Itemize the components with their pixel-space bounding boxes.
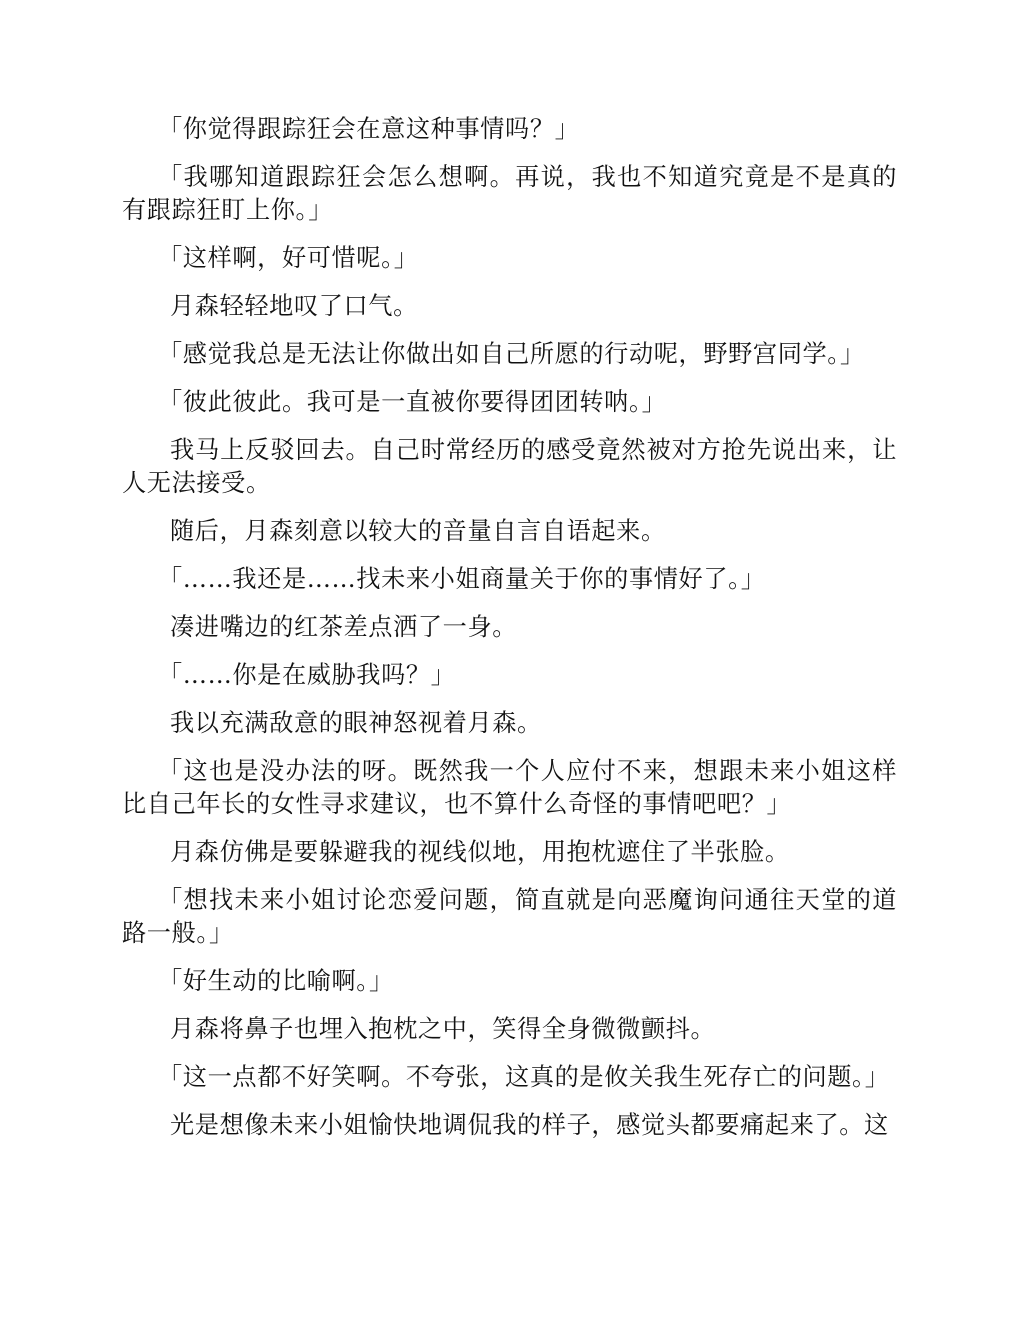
paragraph-16: 「好生动的比喻啊。」 (158, 967, 394, 995)
paragraph-9: 「……我还是……找未来小姐商量关于你的事情好了。」 (158, 565, 766, 593)
paragraph-11: 「……你是在威胁我吗？」 (158, 661, 456, 689)
paragraph-10: 凑进嘴边的红茶差点洒了一身。 (170, 613, 518, 641)
paragraph-5: 「感觉我总是无法让你做出如自己所愿的行动呢，野野宫同学。」 (158, 340, 865, 368)
paragraph-14: 月森仿佛是要躲避我的视线似地，用抱枕遮住了半张脸。 (170, 838, 790, 866)
document-page (122, 113, 897, 1157)
paragraph-2: 「我哪知道跟踪狂会怎么想啊。再说，我也不知道究竟是不是真的有跟踪狂盯上你。」 (122, 163, 897, 224)
paragraph-17: 月森将鼻子也埋入抱枕之中，笑得全身微微颤抖。 (170, 1015, 716, 1043)
paragraph-7: 我马上反驳回去。自己时常经历的感受竟然被对方抢先说出来，让人无法接受。 (122, 436, 897, 497)
paragraph-13: 「这也是没办法的呀。既然我一个人应付不来，想跟未来小姐这样比自己年长的女性寻求建议，也不算什么奇怪的事情吧吧？」 (122, 757, 897, 818)
paragraph-1: 「你觉得跟踪狂会在意这种事情吗？」 (158, 115, 580, 143)
paragraph-12: 我以充满敌意的眼神怒视着月森。 (170, 709, 542, 737)
paragraph-8: 随后，月森刻意以较大的音量自言自语起来。 (170, 517, 666, 545)
paragraph-19: 光是想像未来小姐愉快地调侃我的样子，感觉头都要痛起来了。这 (170, 1111, 889, 1139)
paragraph-4: 月森轻轻地叹了口气。 (170, 292, 418, 320)
paragraph-18: 「这一点都不好笑啊。不夸张，这真的是攸关我生死存亡的问题。」 (158, 1063, 890, 1091)
paragraph-3: 「这样啊，好可惜呢。」 (158, 244, 419, 272)
paragraph-15: 「想找未来小姐讨论恋爱问题，简直就是向恶魔询问通往天堂的道路一般。」 (122, 886, 897, 947)
paragraph-6: 「彼此彼此。我可是一直被你要得团团转呐。」 (158, 388, 667, 416)
